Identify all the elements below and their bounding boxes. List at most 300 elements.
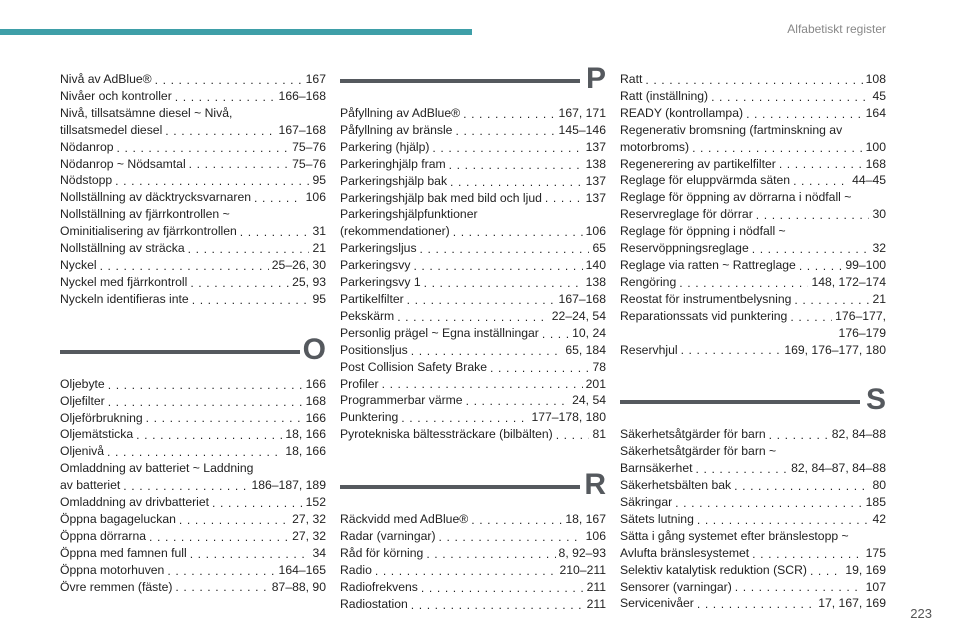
index-entry: [60, 494, 326, 511]
index-entry: [60, 88, 326, 105]
entry-term: tillsatsmedel diesel: [60, 122, 163, 137]
entry-page-ref: 164–165: [278, 562, 326, 577]
dot-leader: [769, 430, 829, 440]
entry-term: Påfyllning av AdBlue®: [340, 106, 461, 120]
entry-page-ref: 168: [865, 156, 886, 171]
entry-page-ref: 166–168: [278, 88, 326, 103]
entry-line: [620, 105, 886, 122]
entry-page-ref: 19, 169: [845, 562, 886, 577]
entry-term: Övre remmen (fäste): [60, 579, 173, 594]
dot-leader: [779, 159, 863, 169]
dot-leader: [175, 92, 276, 102]
index-entry: [340, 173, 606, 190]
entry-line: [340, 139, 606, 156]
entry-term: Ominitialisering av fjärrkontrollen: [60, 224, 237, 239]
entry-line: [620, 545, 886, 562]
index-entry: [620, 223, 886, 257]
index-entry: [60, 172, 326, 189]
entry-page-ref: 145–146: [558, 122, 606, 137]
dot-leader: [397, 312, 549, 322]
entry-line: [340, 274, 606, 291]
entry-line: [340, 392, 606, 409]
entry-term: Nivåer och kontroller: [60, 88, 172, 103]
entry-line: [60, 257, 326, 274]
dot-leader: [411, 346, 563, 356]
entry-line: [60, 460, 326, 477]
index-entry: [620, 274, 886, 291]
index-entry: [340, 257, 606, 274]
entry-line: [620, 206, 886, 223]
entry-line: [60, 88, 326, 105]
entry-line: [60, 393, 326, 410]
index-entry: [60, 257, 326, 274]
dot-leader: [424, 278, 583, 288]
entry-page-ref: 27, 32: [292, 528, 326, 543]
entry-term: Parkering (hjälp): [340, 139, 430, 154]
entry-term: Reparationssats vid punktering: [620, 308, 788, 323]
page-number: 223: [910, 606, 932, 621]
dot-leader: [407, 295, 556, 305]
entry-line: [340, 426, 606, 443]
dot-leader: [107, 447, 282, 457]
entry-page-ref: 24, 54: [572, 393, 606, 408]
entry-term: Nyckel med fjärrkontroll: [60, 274, 188, 289]
dot-leader: [675, 498, 862, 508]
entry-page-ref: 167–168: [278, 122, 326, 137]
dot-leader: [697, 515, 870, 525]
index-entry: [340, 240, 606, 257]
entry-line: [620, 494, 886, 511]
entry-term: Reostat för instrumentbelysning: [620, 291, 792, 306]
entry-page-ref: 175: [865, 545, 886, 560]
index-entry: [620, 122, 886, 156]
entry-line: [340, 579, 606, 596]
dot-leader: [212, 498, 303, 508]
dot-leader: [382, 379, 583, 389]
dot-leader: [117, 143, 290, 153]
index-entry: [60, 460, 326, 494]
index-entry: [340, 562, 606, 579]
entry-term: Punktering: [340, 410, 399, 425]
entry-term: Parkeringsvy: [340, 258, 411, 273]
entry-term: Påfyllning av bränsle: [340, 122, 453, 137]
entry-line: [340, 122, 606, 139]
entry-page-ref: 75–76: [292, 139, 326, 154]
index-entry: [340, 122, 606, 139]
entry-term: Ratt (inställning): [620, 88, 709, 103]
section-letter: S: [865, 383, 886, 417]
entry-term: Radio: [340, 562, 372, 577]
dot-leader: [188, 244, 310, 254]
entry-term: Sätta i gång systemet efter bränslestopp ~: [620, 528, 849, 543]
index-entry: [60, 240, 326, 257]
index-entry: [340, 579, 606, 596]
entry-line: [340, 342, 606, 359]
entry-page-ref: 81: [592, 427, 606, 442]
index-entry: [60, 156, 326, 173]
entry-term: Nollställning av sträcka: [60, 241, 185, 256]
entry-line: [340, 596, 606, 613]
entry-term: Nödanrop ~ Nödsamtal: [60, 156, 186, 171]
index-entry: [340, 376, 606, 393]
entry-line: [60, 477, 326, 494]
dot-leader: [696, 464, 789, 474]
entry-term: Radiostation: [340, 596, 408, 611]
entry-term: Omladdning av batteriet ~ Laddning: [60, 461, 254, 476]
dot-leader: [190, 549, 310, 559]
dot-leader: [432, 143, 582, 153]
index-entry: [340, 325, 606, 342]
entry-page-ref: 82, 84–88: [831, 427, 886, 442]
entry-page-ref: 65: [592, 241, 606, 256]
entry-line: [620, 308, 886, 325]
entry-page-ref: 106: [585, 529, 606, 544]
entry-line: [340, 105, 606, 122]
section-rule: [60, 350, 300, 354]
entry-page-ref: 10, 24: [572, 325, 606, 340]
entry-page-ref: 44–45: [852, 173, 886, 188]
entry-term: Selektiv katalytisk reduktion (SCR): [620, 562, 807, 577]
entry-page-ref: 164: [865, 105, 886, 120]
dot-leader: [165, 126, 275, 136]
index-entry: [60, 410, 326, 427]
index-entry: [60, 528, 326, 545]
entry-term: Parkeringshjälp bak med bild och ljud: [340, 190, 542, 205]
dot-leader: [439, 532, 583, 542]
entry-line: [620, 71, 886, 88]
dot-leader: [453, 227, 583, 237]
entry-term: Nyckeln identifieras inte: [60, 291, 189, 306]
dot-leader: [794, 295, 869, 305]
entry-term: Rengöring: [620, 274, 677, 289]
entry-line: [340, 308, 606, 325]
dot-leader: [463, 109, 555, 119]
entry-term: Parkeringhjälp fram: [340, 156, 446, 171]
entry-line: [60, 139, 326, 156]
entry-term: Radar (varningar): [340, 529, 436, 544]
index-entry: [620, 579, 886, 596]
index-entry: [340, 291, 606, 308]
entry-page-ref: 137: [585, 139, 606, 154]
entry-term: Regenerering av partikelfilter: [620, 156, 776, 171]
section-divider: [620, 376, 886, 426]
entry-line: [60, 189, 326, 206]
entry-page-ref: 8, 92–93: [558, 545, 606, 560]
entry-line: [60, 545, 326, 562]
index-entry: [620, 511, 886, 528]
page-header-title: Alfabetiskt register: [787, 22, 886, 36]
index-entry: [60, 291, 326, 308]
dot-leader: [190, 278, 289, 288]
entry-line: [340, 173, 606, 190]
entry-line: [60, 206, 326, 223]
entry-page-ref: 185: [865, 495, 886, 510]
entry-term: Reglage för öppning i nödfall ~: [620, 224, 786, 239]
index-entry: [620, 71, 886, 88]
entry-line: [60, 223, 326, 240]
entry-term: Radiofrekvens: [340, 579, 418, 594]
entry-line: [60, 528, 326, 545]
dot-leader: [735, 582, 863, 592]
dot-leader: [790, 312, 832, 322]
entry-term: Räckvidd med AdBlue®: [340, 512, 469, 527]
dot-leader: [123, 481, 248, 491]
entry-page-ref: 166: [305, 410, 326, 425]
index-entry: [620, 477, 886, 494]
entry-page-ref: 78: [592, 359, 606, 374]
index-entry: [60, 71, 326, 88]
entry-page-ref: 137: [585, 190, 606, 205]
dot-leader: [752, 244, 870, 254]
entry-term: Positionsljus: [340, 342, 408, 357]
entry-page-ref: 166: [305, 376, 326, 391]
entry-page-ref: 107: [865, 579, 886, 594]
index-entry: [620, 595, 886, 612]
index-entry: [60, 579, 326, 596]
index-entry: [620, 257, 886, 274]
dot-leader: [450, 177, 583, 187]
entry-page-ref: 17, 167, 169: [818, 596, 886, 611]
entry-page-ref: 148, 172–174: [811, 274, 886, 289]
index-entry: [620, 189, 886, 223]
entry-term: Sensorer (varningar): [620, 579, 732, 594]
entry-line: [340, 291, 606, 308]
entry-term: Säkringar: [620, 495, 673, 510]
entry-line: [340, 359, 606, 376]
dot-leader: [697, 599, 815, 609]
entry-term: Reservöppningsreglage: [620, 241, 749, 256]
dot-leader: [711, 92, 869, 102]
entry-page-ref: 176–177,: [835, 308, 886, 323]
index-entry: [340, 528, 606, 545]
entry-page-ref: 22–24, 54: [551, 308, 606, 323]
entry-term: Nivå av AdBlue®: [60, 72, 152, 86]
index-entry: [620, 562, 886, 579]
index-entry: [60, 393, 326, 410]
index-entry: [60, 376, 326, 393]
entry-term: Profiler: [340, 376, 379, 391]
entry-term: Reglage för eluppvärmda säten: [620, 173, 791, 188]
entry-line: [60, 426, 326, 443]
entry-term: av batteriet: [60, 478, 121, 493]
entry-page-ref: 201: [585, 376, 606, 391]
section-rule: [340, 485, 580, 489]
entry-page-ref: 30: [872, 207, 886, 222]
entry-term: Post Collision Safety Brake: [340, 359, 487, 374]
dot-leader: [108, 397, 303, 407]
entry-page-ref: 21: [872, 291, 886, 306]
entry-line: [340, 325, 606, 342]
dot-leader: [545, 193, 583, 203]
entry-term: Oljenivå: [60, 444, 105, 459]
entry-term: Säkerhetsbälten bak: [620, 478, 732, 493]
index-entry: [340, 342, 606, 359]
index-entry: [620, 172, 886, 189]
entry-line: [620, 291, 886, 308]
dot-leader: [401, 413, 528, 423]
index-entry: [340, 596, 606, 613]
entry-term: Öppna dörrarna: [60, 528, 147, 543]
section-divider: [60, 326, 326, 376]
entry-page-ref: 21: [312, 241, 326, 256]
index-entry: [60, 545, 326, 562]
index-entry: [620, 342, 886, 359]
entry-term: Reservreglage för dörrar: [620, 207, 753, 222]
entry-page-ref: 82, 84–87, 84–88: [791, 461, 886, 476]
dot-leader: [192, 295, 310, 305]
entry-line: [620, 156, 886, 173]
index-column-2: [340, 55, 606, 613]
dot-leader: [542, 329, 569, 339]
entry-page-ref: 18, 166: [285, 427, 326, 442]
entry-page-ref: 138: [585, 156, 606, 171]
entry-line: [340, 223, 606, 240]
index-entry: [60, 139, 326, 156]
entry-term: (rekommendationer): [340, 224, 450, 239]
entry-line: [340, 257, 606, 274]
entry-line: [60, 172, 326, 189]
index-entry: [340, 308, 606, 325]
index-column-1: [60, 71, 326, 595]
entry-line: [60, 376, 326, 393]
entry-line: [340, 376, 606, 393]
index-entry: [620, 105, 886, 122]
index-entry: [60, 206, 326, 240]
index-entry: [340, 392, 606, 409]
index-entry: [620, 156, 886, 173]
index-entry: [620, 443, 886, 477]
dot-leader: [645, 75, 862, 85]
entry-line: [60, 562, 326, 579]
header-accent-bar: [0, 29, 472, 35]
entry-line: [620, 342, 886, 359]
dot-leader: [471, 515, 562, 525]
entry-term: motorbroms): [620, 139, 690, 154]
index-entry: [620, 308, 886, 342]
entry-page-ref: 65, 184: [565, 342, 606, 357]
entry-term: Säkerhetsåtgärder för barn ~: [620, 444, 777, 459]
index-entry: [60, 562, 326, 579]
dot-leader: [167, 566, 275, 576]
entry-page-ref: 168: [305, 393, 326, 408]
entry-term: Öppna bagageluckan: [60, 511, 176, 526]
entry-term: Servicenivåer: [620, 596, 694, 611]
dot-leader: [240, 227, 310, 237]
entry-line: [620, 240, 886, 257]
entry-term: Nödanrop: [60, 139, 114, 154]
dot-leader: [793, 176, 849, 186]
dot-leader: [556, 430, 590, 440]
entry-page-ref: 75–76: [292, 156, 326, 171]
entry-term: Parkeringsljus: [340, 241, 417, 256]
dot-leader: [455, 126, 555, 136]
entry-line: [340, 511, 606, 528]
entry-page-ref: 211: [586, 579, 606, 594]
entry-page-ref: 167, 171: [558, 106, 606, 120]
entry-page-ref: 106: [585, 224, 606, 239]
entry-term: Ratt: [620, 72, 643, 86]
entry-term: Avlufta bränslesystemet: [620, 545, 750, 560]
entry-page-ref: 95: [312, 291, 326, 306]
index-entry: [340, 511, 606, 528]
entry-term: Parkeringsvy 1: [340, 275, 421, 290]
index-entry: [340, 139, 606, 156]
entry-term: Oljeförbrukning: [60, 410, 143, 425]
entry-line: [620, 172, 886, 189]
dot-leader: [155, 75, 303, 85]
entry-page-continuation: 176–179: [838, 325, 886, 340]
entry-term: Pekskärm: [340, 308, 395, 323]
entry-term: Nyckel: [60, 257, 97, 272]
index-column-3: [620, 71, 886, 612]
entry-term: Säkerhetsåtgärder för barn: [620, 427, 766, 442]
entry-page-ref: 42: [872, 511, 886, 526]
dot-leader: [115, 176, 309, 186]
index-entry: [620, 426, 886, 443]
entry-page-ref: 108: [865, 72, 886, 86]
entry-page-ref: 99–100: [845, 257, 886, 272]
dot-leader: [426, 549, 555, 559]
entry-term: Regenerativ bromsning (fartminskning av: [620, 122, 843, 137]
entry-term: Reglage via ratten ~ Rattreglage: [620, 257, 796, 272]
entry-term: Öppna motorhuven: [60, 562, 165, 577]
entry-line: [60, 291, 326, 308]
entry-line: [620, 477, 886, 494]
dot-leader: [734, 481, 869, 491]
entry-line: [340, 206, 606, 223]
entry-line: [340, 409, 606, 426]
dot-leader: [175, 582, 268, 592]
dot-leader: [108, 380, 303, 390]
entry-term: READY (kontrollampa): [620, 105, 744, 120]
entry-term: Omladdning av drivbatteriet: [60, 495, 210, 510]
entry-line: [60, 156, 326, 173]
dot-leader: [420, 244, 590, 254]
entry-page-ref: 137: [585, 173, 606, 188]
entry-line: [60, 579, 326, 596]
section-letter: P: [585, 62, 606, 95]
index-entry: [620, 528, 886, 562]
entry-line: [60, 122, 326, 139]
entry-term: Pyrotekniska bältessträckare (bilbälten): [340, 427, 553, 442]
entry-line: [620, 460, 886, 477]
entry-term: Oljemätsticka: [60, 427, 134, 442]
entry-term: Personlig prägel ~ Egna inställningar: [340, 325, 539, 340]
entry-page-ref: 210–211: [559, 562, 606, 577]
entry-line: [620, 223, 886, 240]
dot-leader: [692, 143, 863, 153]
entry-page-ref: 177–178, 180: [531, 410, 606, 425]
index-entry: [620, 88, 886, 105]
entry-line: [60, 71, 326, 88]
section-rule: [340, 79, 580, 83]
dot-leader: [746, 109, 863, 119]
entry-line: [340, 240, 606, 257]
entry-term: Nödstopp: [60, 173, 113, 188]
dot-leader: [136, 430, 282, 440]
entry-line: [620, 426, 886, 443]
entry-page-ref: 27, 32: [292, 511, 326, 526]
entry-page-ref: 18, 167: [565, 512, 606, 527]
section-letter: O: [302, 332, 326, 366]
entry-line: [620, 189, 886, 206]
entry-line: [340, 528, 606, 545]
entry-page-ref: 167–168: [558, 291, 606, 306]
index-entry: [340, 426, 606, 443]
dot-leader: [100, 261, 269, 271]
entry-page-ref: 80: [872, 478, 886, 493]
entry-term: Råd för körning: [340, 545, 424, 560]
